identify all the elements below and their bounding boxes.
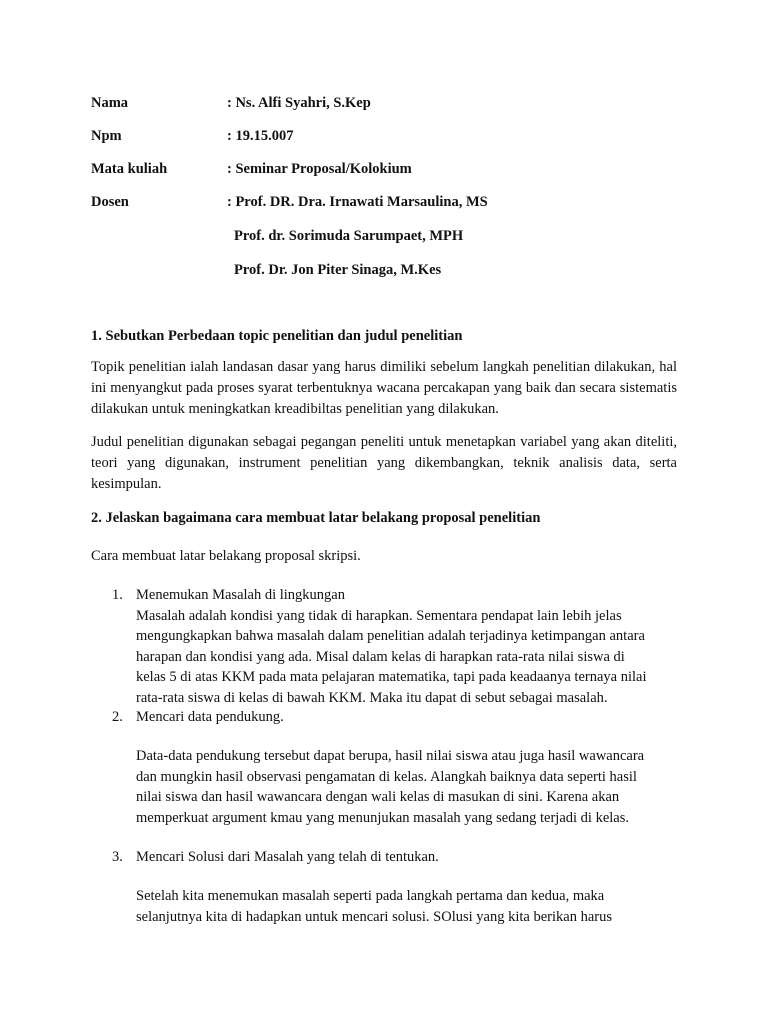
list-number: 3. — [112, 849, 123, 865]
section2-intro: Cara membuat latar belakang proposal skripsi. — [91, 548, 361, 564]
list-line: Menemukan Masalah di lingkungan — [136, 587, 345, 603]
dosen-extra-1: Prof. dr. Sorimuda Sarumpaet, MPH — [234, 228, 464, 244]
list-line: nilai siswa dan hasil wawancara dengan wali kelas di masukan di sini. Karena akan — [136, 789, 620, 805]
list-line: Mencari Solusi dari Masalah yang telah di tentukan. — [136, 849, 439, 865]
list-item-2-title — [136, 707, 676, 728]
list-line: kelas 5 di atas KKM pada mata pelajaran matematika, tapi pada keadaanya ternaya nilai — [136, 669, 647, 685]
list-line: memperkuat argument kmau yang menunjukan masalah yang sedang terjadi di kelas. — [136, 809, 629, 826]
header-value: : Seminar Proposal/Kolokium — [227, 161, 412, 177]
section1-paragraph-2: Judul penelitian digunakan sebagai pegangan peneliti untuk menetapkan variabel yang akan diteliti, teori yang digunakan, instrument penelitian yang dikembangkan, teknik analisis data, serta kesimpulan. — [91, 434, 677, 492]
list-line: rata-rata siswa di kelas di bawah KKM. Maka itu dapat di sebut sebagai masalah. — [136, 689, 608, 706]
list-line: Setelah kita menemukan masalah seperti pada langkah pertama dan kedua, maka — [136, 888, 605, 904]
list-line: Mencari data pendukung. — [136, 709, 284, 725]
list-number: 2. — [112, 709, 123, 725]
list-line: harapan dan kondisi yang ada. Misal dalam kelas di harapkan rata-rata nilai siswa di — [136, 648, 625, 665]
list-line: Masalah adalah kondisi yang tidak di harapkan. Sementara pendapat lain lebih jelas — [136, 607, 622, 624]
list-line: mengungkapkan bahwa masalah dalam penelitian adalah terjadinya ketimpangan antara — [136, 628, 645, 644]
header-label: Mata kuliah — [91, 161, 168, 177]
header-row-npm — [91, 127, 294, 145]
header-row-nama — [91, 94, 371, 112]
section1-paragraph-1: Topik penelitian ialah landasan dasar yang harus dimiliki sebelum langkah penelitian dilakukan, hal ini menyangkut pada proses syarat terbentuknya wacana percakapan yang baik dan secara sistematis dilakukan untuk meningkatkan kreadibiltas penelitian yang dilakukan. — [91, 359, 677, 417]
list-number: 1. — [112, 587, 123, 603]
section1-heading: 1. Sebutkan Perbedaan topic penelitian dan judul penelitian — [91, 328, 463, 344]
header-label: Npm — [91, 128, 122, 144]
header-value: : Ns. Alfi Syahri, S.Kep — [227, 95, 371, 111]
list-item-2-body — [136, 746, 676, 828]
header-value: : 19.15.007 — [227, 128, 294, 144]
list-line: dan mungkin hasil observasi pengamatan di kelas. Alangkah baiknya data seperti hasil — [136, 768, 637, 785]
list-item-1 — [136, 585, 676, 708]
header-row-dosen — [91, 193, 488, 211]
list-line: selanjutnya kita di hadapkan untuk mencari solusi. SOlusi yang kita berikan harus — [136, 908, 612, 925]
section2-heading: 2. Jelaskan bagaimana cara membuat latar belakang proposal penelitian — [91, 510, 541, 526]
header-label: Dosen — [91, 194, 129, 210]
header-label: Nama — [91, 95, 129, 111]
dosen-extra-2: Prof. Dr. Jon Piter Sinaga, M.Kes — [234, 262, 442, 278]
list-item-3-title — [136, 847, 676, 868]
header-row-mata-kuliah — [91, 160, 412, 178]
list-item-3-body — [136, 886, 676, 927]
header-value: : Prof. DR. Dra. Irnawati Marsaulina, MS — [227, 194, 488, 210]
list-line: Data-data pendukung tersebut dapat berupa, hasil nilai siswa atau juga hasil wawancara — [136, 748, 645, 764]
